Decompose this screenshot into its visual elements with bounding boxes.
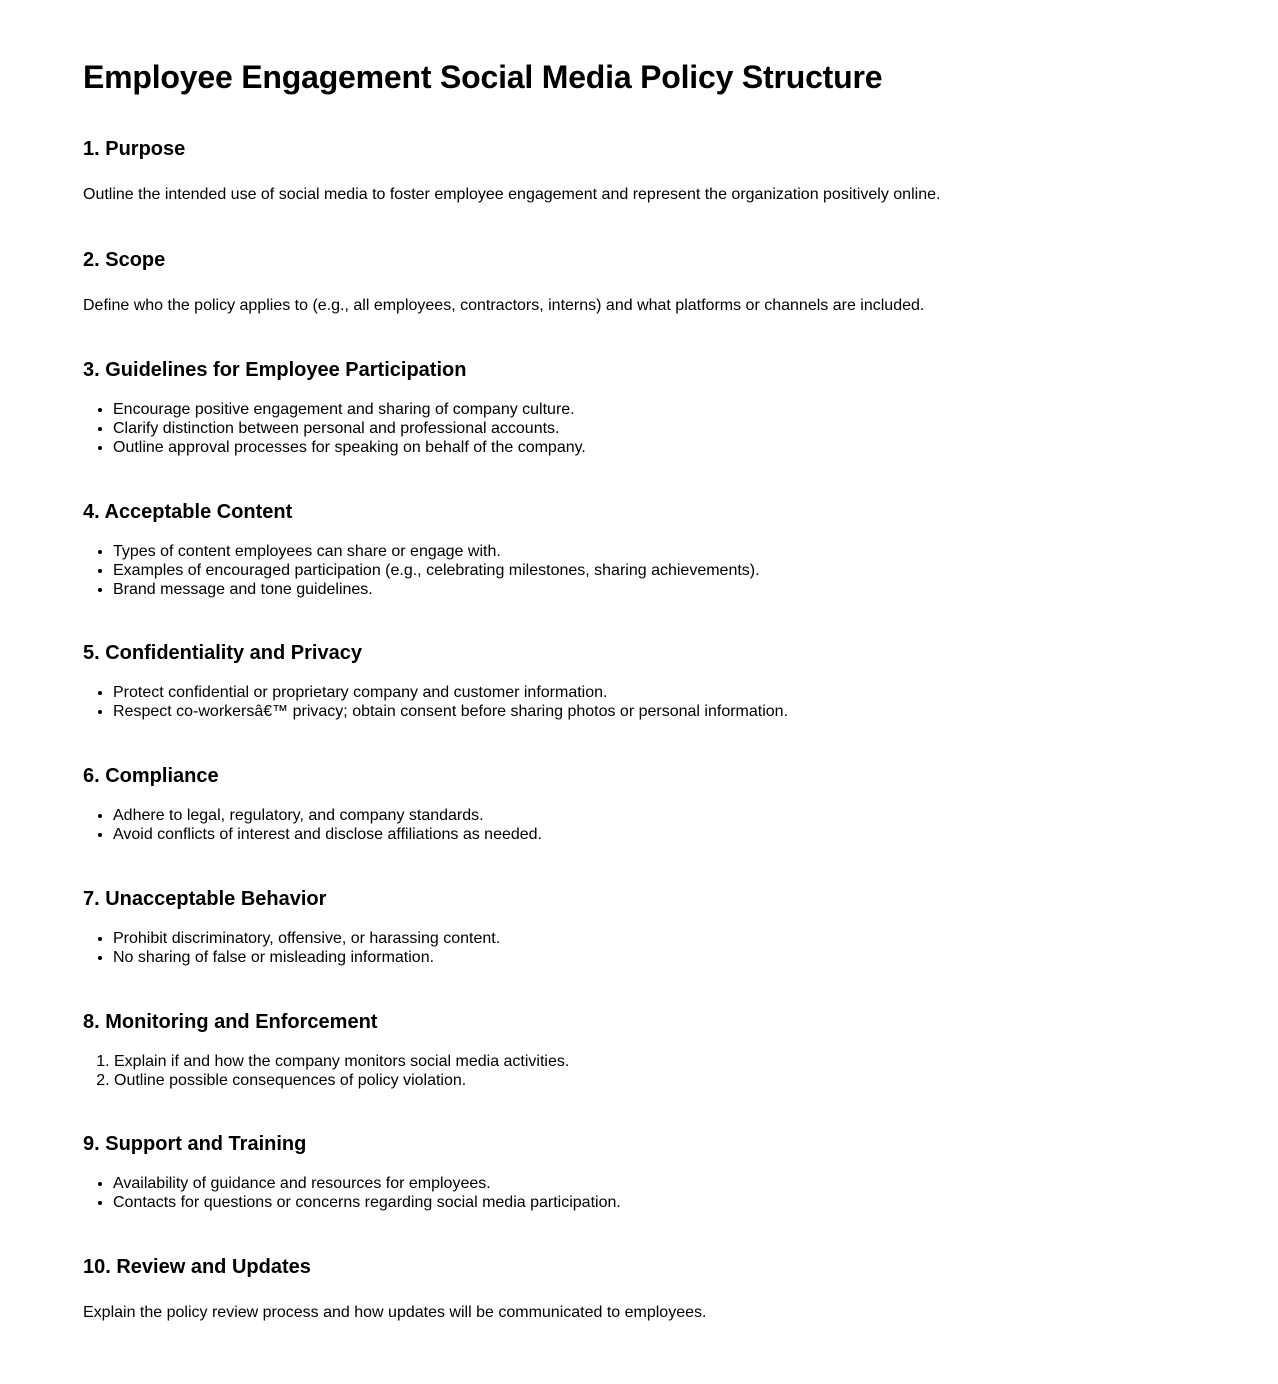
list-item: • Avoid conflicts of interest and disclose affiliations as needed.	[113, 826, 1198, 845]
list-item: • Clarify distinction between personal and professional accounts.	[113, 420, 1198, 439]
section-heading: 6. Compliance	[83, 765, 219, 788]
section-heading: 7. Unacceptable Behavior	[83, 887, 327, 910]
page-title: Employee Engagement Social Media Policy Structure	[83, 59, 883, 95]
list-item: • Contacts for questions or concerns regarding social media participation.	[113, 1194, 1198, 1213]
list-item: 1. Explain if and how the company monitors social media activities.	[114, 1053, 1198, 1072]
bullet-list	[83, 1175, 1198, 1213]
section-heading: 2. Scope	[83, 248, 166, 271]
list-item: 2. Outline possible consequences of policy violation.	[114, 1072, 1198, 1091]
bullet-list	[83, 807, 1198, 845]
bullet-list	[83, 543, 1198, 600]
section-paragraph: Explain the policy review process and how updates will be communicated to employees.	[83, 1304, 707, 1322]
section-paragraph: Outline the intended use of social media to foster employee engagement and represent the organization positively online.	[83, 186, 941, 204]
document-section	[83, 764, 1198, 845]
document-section	[83, 641, 1198, 722]
list-item: • Encourage positive engagement and sharing of company culture.	[113, 401, 1198, 420]
list-item: • Brand message and tone guidelines.	[113, 581, 1198, 600]
document-section	[83, 1132, 1198, 1213]
document-section	[83, 358, 1198, 458]
document-section	[83, 1010, 1198, 1091]
document-sections	[83, 137, 1198, 1324]
section-heading: 3. Guidelines for Employee Participation	[83, 359, 467, 382]
list-item: • Availability of guidance and resources for employees.	[113, 1175, 1198, 1194]
list-item: • Protect confidential or proprietary company and customer information.	[113, 684, 1198, 703]
document-section	[83, 137, 1198, 206]
section-heading: 9. Support and Training	[83, 1133, 307, 1156]
list-item: • Types of content employees can share or engage with.	[113, 543, 1198, 562]
bullet-list	[83, 684, 1198, 722]
section-paragraph: Define who the policy applies to (e.g., all employees, contractors, interns) and what platforms or channels are included.	[83, 296, 925, 314]
document-section	[83, 887, 1198, 968]
section-heading: 10. Review and Updates	[83, 1256, 311, 1279]
document-section	[83, 248, 1198, 317]
list-item: • Adhere to legal, regulatory, and company standards.	[113, 807, 1198, 826]
document-section	[83, 500, 1198, 600]
list-item: • Prohibit discriminatory, offensive, or harassing content.	[113, 930, 1198, 949]
document-section	[83, 1255, 1198, 1324]
section-heading: 8. Monitoring and Enforcement	[83, 1010, 378, 1033]
ordered-list	[83, 1053, 1198, 1091]
bullet-list	[83, 930, 1198, 968]
section-heading: 5. Confidentiality and Privacy	[83, 642, 362, 665]
list-item: • No sharing of false or misleading information.	[113, 949, 1198, 968]
bullet-list	[83, 401, 1198, 458]
section-heading: 1. Purpose	[83, 138, 186, 161]
list-item: • Outline approval processes for speaking on behalf of the company.	[113, 439, 1198, 458]
list-item: • Examples of encouraged participation (e.g., celebrating milestones, sharing achievements).	[113, 562, 1198, 581]
section-heading: 4. Acceptable Content	[83, 500, 293, 523]
list-item: • Respect co-workersâ€™ privacy; obtain consent before sharing photos or personal information.	[113, 703, 1198, 722]
